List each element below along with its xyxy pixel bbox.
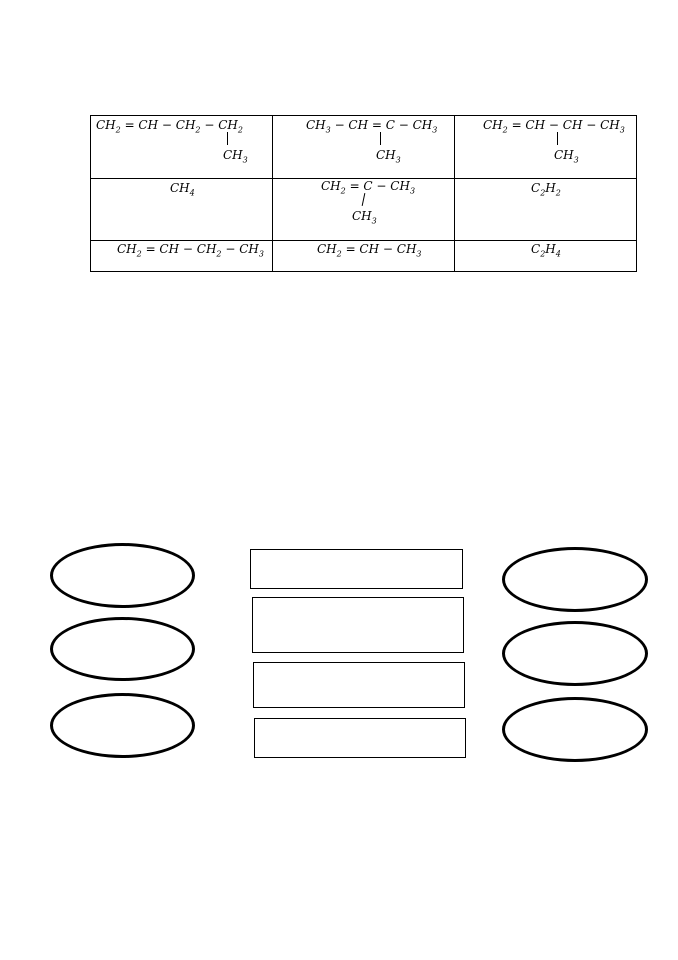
formula-substituent: $CH_3$	[376, 148, 401, 165]
formula-table	[90, 115, 637, 272]
oval-blank-left-1[interactable]	[50, 543, 195, 608]
oval-blank-right-2[interactable]	[502, 621, 648, 686]
table-cell	[455, 179, 637, 241]
bond-line	[227, 132, 228, 145]
table-cell	[91, 241, 273, 272]
rect-blank-4[interactable]	[254, 718, 466, 758]
table-cell	[91, 179, 273, 241]
oval-blank-right-1[interactable]	[502, 547, 648, 612]
rect-blank-3[interactable]	[253, 662, 465, 708]
bond-line	[557, 132, 558, 145]
formula-main: $CH_3$ − CH = $C - CH_3$	[306, 118, 438, 135]
rect-blank-2[interactable]	[252, 597, 464, 653]
formula-main: $C_2H_2$	[531, 181, 561, 198]
formula-main: $CH_2$ = CH − $CH_3$	[317, 242, 422, 259]
formula-main: $CH_2$ = CH − $CH_2 - CH_2$	[96, 118, 243, 135]
formula-main: $CH_2 = C - CH_3$	[321, 179, 416, 196]
table-cell	[273, 179, 455, 241]
formula-main: $CH_2$ = CH − CH − $CH_3$	[483, 118, 625, 135]
rect-blank-1[interactable]	[250, 549, 463, 589]
oval-blank-right-3[interactable]	[502, 697, 648, 762]
formula-substituent: $CH_3$	[223, 148, 248, 165]
table-cell	[455, 116, 637, 179]
formula-substituent: $CH_3$	[352, 209, 377, 226]
formula-main: $C_2H_4$	[531, 242, 561, 259]
table-cell	[273, 241, 455, 272]
oval-blank-left-2[interactable]	[50, 617, 195, 681]
formula-main: $CH_2$ = CH − $CH_2 - CH_3$	[117, 242, 264, 259]
table-cell	[91, 116, 273, 179]
formula-substituent: $CH_3$	[554, 148, 579, 165]
formula-main: $CH_4$	[170, 181, 195, 198]
table-cell	[273, 116, 455, 179]
table-cell	[455, 241, 637, 272]
oval-blank-left-3[interactable]	[50, 693, 195, 758]
bond-line	[380, 132, 381, 145]
